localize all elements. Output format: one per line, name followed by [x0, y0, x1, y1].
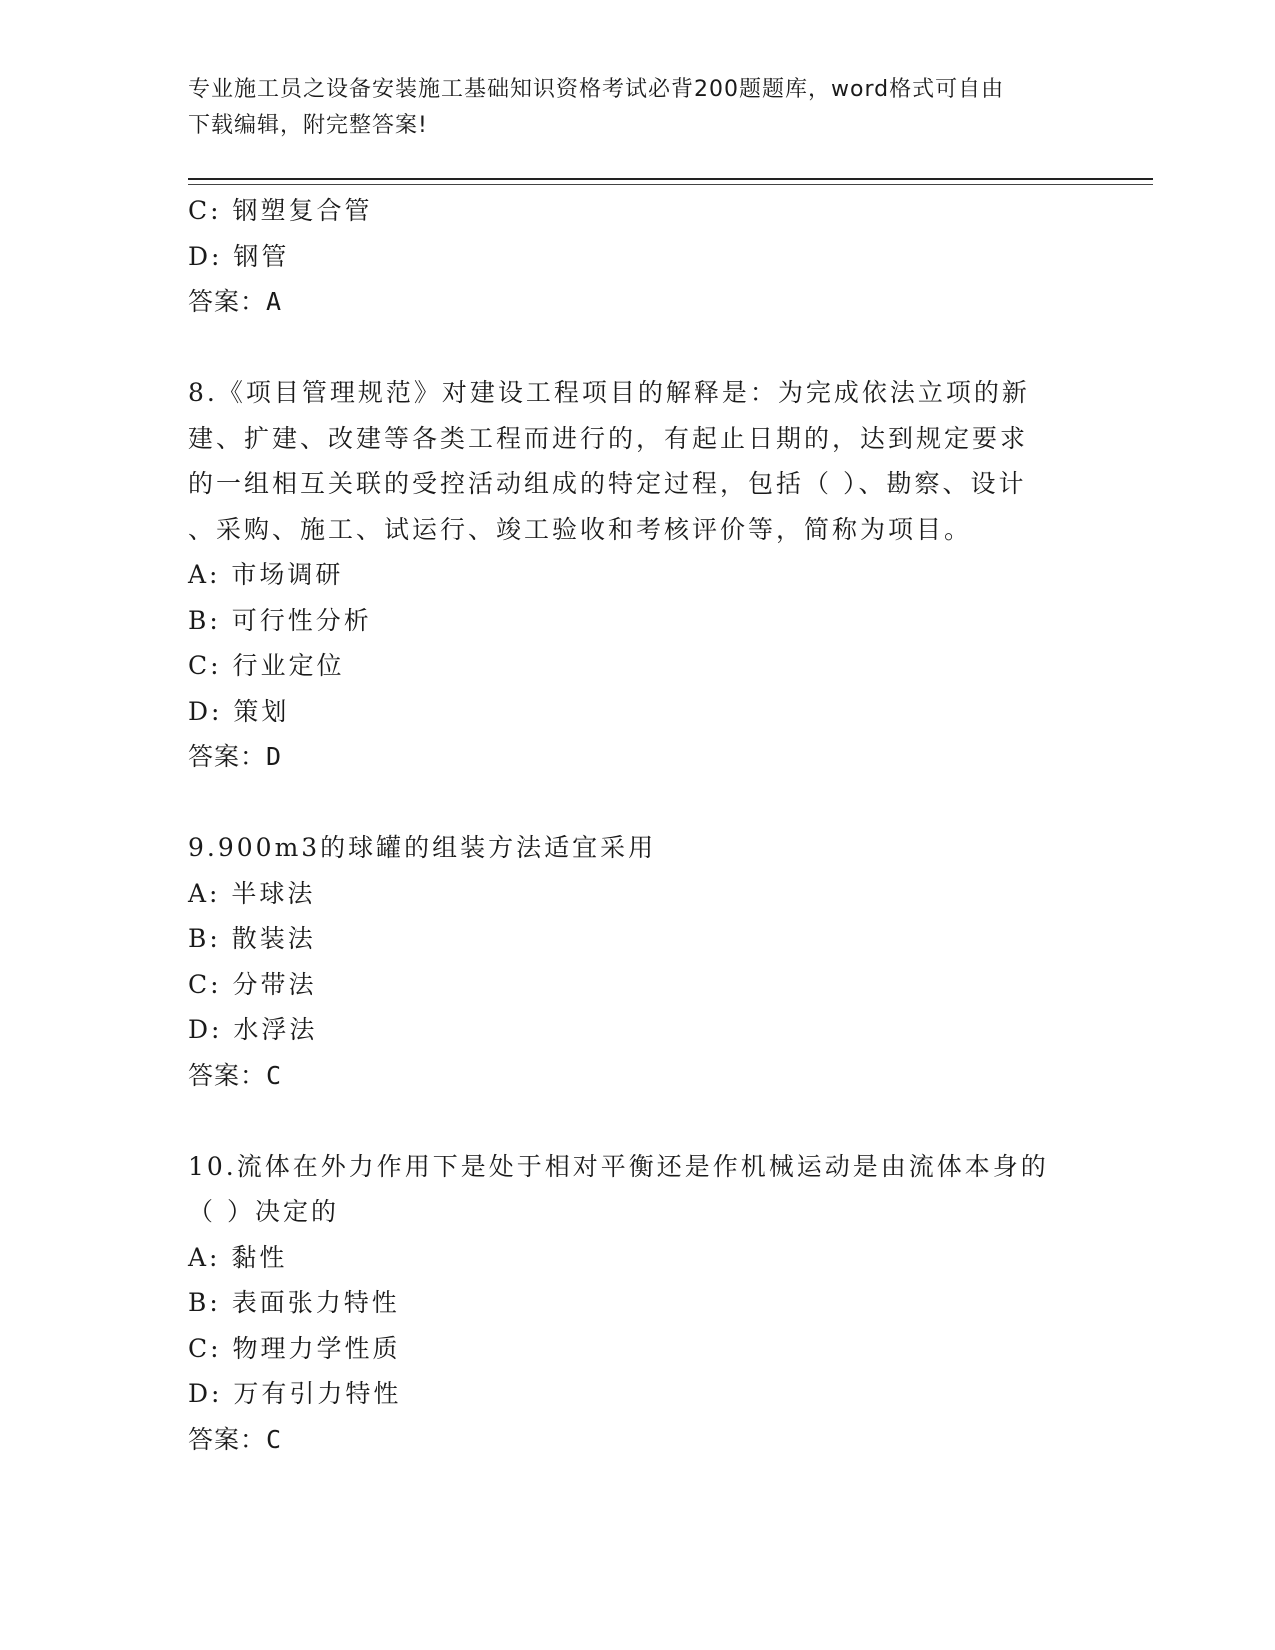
option-b: B: 表面张力特性	[188, 1288, 400, 1317]
question-stem-line: 的一组相互关联的受控活动组成的特定过程，包括（ ）、勘察、设计	[188, 469, 1027, 498]
option-d: D: 策划	[188, 696, 290, 726]
answer-value: C	[266, 1060, 283, 1090]
option-b: B: 可行性分析	[188, 605, 372, 635]
answer-line	[188, 1417, 1088, 1463]
question-7-tail	[188, 188, 1088, 325]
question-list	[188, 188, 1088, 1462]
option-a: A: 半球法	[188, 878, 316, 908]
header-divider-thin	[188, 184, 1153, 185]
header-line-2: 下载编辑，附完整答案!	[188, 113, 428, 138]
question-9	[188, 825, 1088, 1098]
spacer	[188, 780, 1088, 826]
answer-label: 答案：	[188, 287, 267, 316]
header-divider-thick	[188, 178, 1153, 180]
question-stem-line: 建、扩建、改建等各类工程而进行的，有起止日期的，达到规定要求	[188, 423, 1029, 453]
spacer	[188, 325, 1088, 371]
option-a: A: 黏性	[188, 1242, 288, 1272]
question-stem-line: （ ）决定的	[188, 1197, 339, 1226]
option-d: D: 钢管	[188, 241, 290, 271]
option-c: C: 钢塑复合管	[188, 196, 373, 225]
answer-label: 答案：	[188, 742, 267, 771]
question-10	[188, 1144, 1088, 1463]
header-line-1: 专业施工员之设备安装施工基础知识资格考试必背200题题库，word格式可自由	[188, 77, 1005, 102]
spacer	[188, 1098, 1088, 1144]
option-c: C: 行业定位	[188, 651, 345, 680]
option-b: B: 散装法	[188, 924, 316, 953]
answer-label: 答案：	[188, 1424, 267, 1454]
answer-value: D	[266, 742, 283, 771]
question-8	[188, 370, 1088, 780]
question-stem-line: 8.《项目管理规范》对建设工程项目的解释是：为完成依法立项的新	[188, 378, 1030, 407]
option-c: C: 物理力学性质	[188, 1333, 401, 1363]
answer-value: A	[266, 287, 283, 316]
question-stem-line: 9.900m3的球罐的组装方法适宜采用	[188, 833, 657, 862]
question-stem-line: 、采购、施工、试运行、竣工验收和考核评价等，简称为项目。	[188, 514, 973, 544]
option-d: D: 万有引力特性	[188, 1379, 402, 1408]
question-stem-line: 10.流体在外力作用下是处于相对平衡还是作机械运动是由流体本身的	[188, 1151, 1049, 1181]
answer-line	[188, 279, 1088, 325]
answer-line	[188, 1053, 1088, 1099]
page-header	[188, 72, 1068, 144]
answer-line	[188, 734, 1088, 780]
option-c: C: 分带法	[188, 969, 317, 999]
answer-label: 答案：	[188, 1060, 267, 1090]
option-d: D: 水浮法	[188, 1015, 318, 1044]
answer-value: C	[266, 1424, 283, 1454]
option-a: A: 市场调研	[188, 560, 344, 589]
